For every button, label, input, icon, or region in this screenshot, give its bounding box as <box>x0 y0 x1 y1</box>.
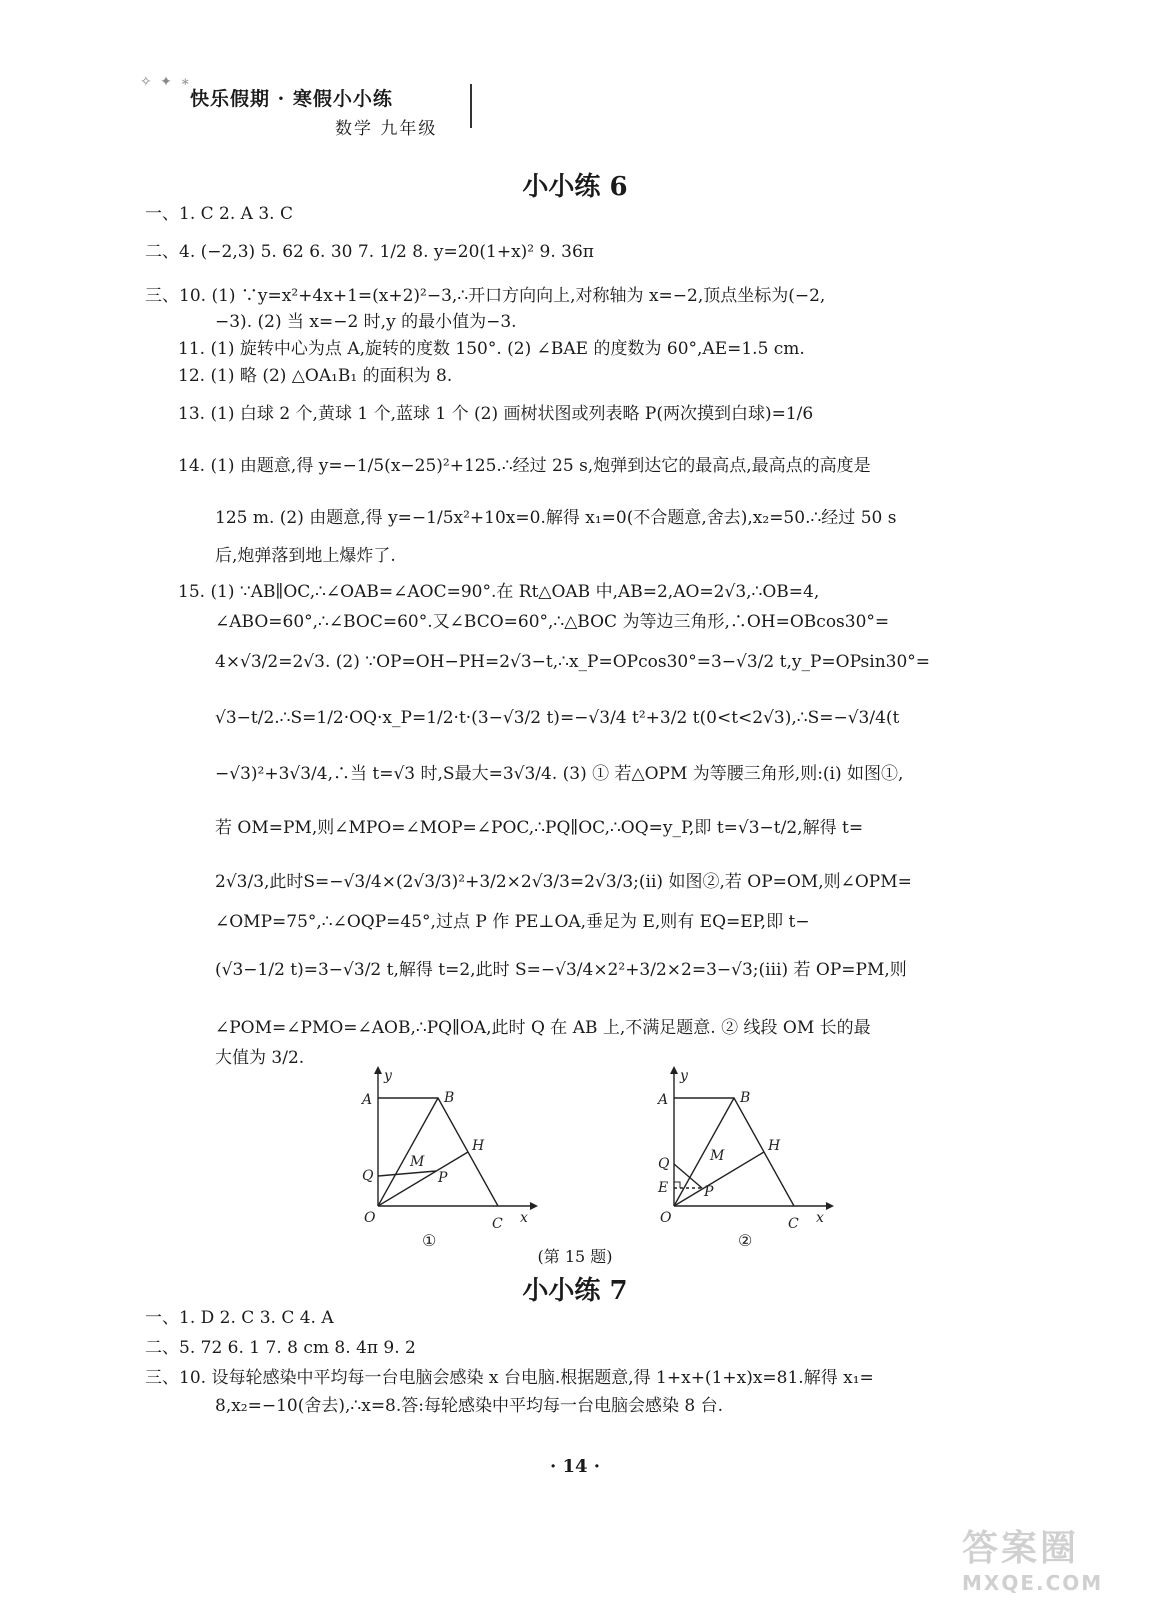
answer-line: 二、4. (−2,3) 5. 62 6. 30 7. 1/2 8. y=20(1+x)² 9. 36π <box>145 242 594 262</box>
section-7-title: 小小练 7 <box>522 1276 628 1306</box>
label-m: M <box>710 1148 725 1164</box>
label-x: x <box>816 1210 824 1226</box>
answer-line: 2√3/3,此时S=−√3/4×(2√3/3)²+3/2×2√3/3=2√3/3;(ii) 如图②,若 OP=OM,则∠OPM= <box>215 872 912 892</box>
answer-line: 15. (1) ∵AB∥OC,∴∠OAB=∠AOC=90°.在 Rt△OAB 中,AB=2,AO=2√3,∴OB=4, <box>178 582 820 602</box>
answer-line: (√3−1/2 t)=3−√3/2 t,解得 t=2,此时 S=−√3/4×2²+3/2×2=3−√3;(iii) 若 OP=PM,则 <box>215 960 907 980</box>
label-x: x <box>520 1210 528 1226</box>
page-number: · 14 · <box>549 1456 601 1477</box>
answer-line: 13. (1) 白球 2 个,黄球 1 个,蓝球 1 个 (2) 画树状图或列表略 P(两次摸到白球)=1/6 <box>178 404 814 424</box>
label-o: O <box>660 1210 672 1226</box>
segment-qp <box>378 1171 436 1176</box>
answer-line: 4×√3/2=2√3. (2) ∵OP=OH−PH=2√3−t,∴x_P=OPcos30°=3−√3/2 t,y_P=OPsin30°= <box>215 652 931 672</box>
grade-label: 数学 九年级 <box>335 119 438 139</box>
figure-1-label: ① <box>422 1231 437 1250</box>
label-h: H <box>472 1138 485 1154</box>
answer-line: 大值为 3/2. <box>215 1048 305 1068</box>
answer-line: ∠ABO=60°,∴∠BOC=60°.又∠BCO=60°,∴△BOC 为等边三角形,∴OH=OBcos30°= <box>215 612 890 632</box>
label-c: C <box>788 1216 799 1232</box>
label-b: B <box>444 1090 455 1106</box>
segment-qp <box>674 1164 702 1188</box>
label-m: M <box>410 1154 425 1170</box>
answer-line: 11. (1) 旋转中心为点 A,旋转的度数 150°. (2) ∠BAE 的度数为 60°,AE=1.5 cm. <box>178 339 805 359</box>
label-q: Q <box>658 1156 670 1172</box>
y-arrow <box>374 1066 382 1074</box>
answer-line: −√3)²+3√3/4,∴当 t=√3 时,S最大=3√3/4. (3) ① 若△OPM 为等腰三角形,则:(i) 如图①, <box>215 764 904 784</box>
x-arrow <box>530 1202 538 1210</box>
answer-line: ∠POM=∠PMO=∠AOB,∴PQ∥OA,此时 Q 在 AB 上,不满足题意. ② 线段 OM 长的最 <box>215 1018 871 1038</box>
answer-line: ∠OMP=75°,∴∠OQP=45°,过点 P 作 PE⊥OA,垂足为 E,则有 EQ=EP,即 t− <box>215 912 810 932</box>
answer-line: 12. (1) 略 (2) △OA₁B₁ 的面积为 8. <box>178 366 453 386</box>
running-header <box>140 70 490 139</box>
figure-1 <box>360 1066 540 1251</box>
figure-caption: (第 15 题) <box>537 1247 613 1266</box>
label-p: P <box>438 1170 448 1186</box>
watermark <box>962 1520 1103 1595</box>
stars-decoration: ✧ ✦ ∗ <box>140 74 192 90</box>
label-h: H <box>768 1138 781 1154</box>
watermark-url: MXQE.COM <box>962 1571 1104 1595</box>
label-a: A <box>658 1092 669 1108</box>
header-rule <box>470 84 472 128</box>
answer-line: 后,炮弹落到地上爆炸了. <box>215 546 396 566</box>
label-c: C <box>492 1216 503 1232</box>
right-angle-mark <box>674 1182 680 1188</box>
answer-line: 一、1. D 2. C 3. C 4. A <box>145 1308 334 1328</box>
segment-ob <box>378 1098 438 1206</box>
answer-line: 8,x₂=−10(舍去),∴x=8.答:每轮感染中平均每一台电脑会感染 8 台. <box>215 1396 724 1416</box>
answer-line: 二、5. 72 6. 1 7. 8 cm 8. 4π 9. 2 <box>145 1338 416 1358</box>
figure-2 <box>656 1066 836 1251</box>
x-arrow <box>826 1202 834 1210</box>
label-e: E <box>658 1180 669 1196</box>
answer-line: 14. (1) 由题意,得 y=−1/5(x−25)²+125.∴经过 25 s,炮弹到达它的最高点,最高点的高度是 <box>178 456 871 476</box>
label-p: P <box>704 1184 714 1200</box>
label-b: B <box>740 1090 751 1106</box>
label-q: Q <box>362 1168 374 1184</box>
answer-line: 三、10. 设每轮感染中平均每一台电脑会感染 x 台电脑.根据题意,得 1+x+(1+x)x=81.解得 x₁= <box>145 1368 874 1388</box>
answer-line: 若 OM=PM,则∠MPO=∠MOP=∠POC,∴PQ∥OC,∴OQ=y_P,即 t=√3−t/2,解得 t= <box>215 818 864 838</box>
y-arrow <box>670 1066 678 1074</box>
answer-line: √3−t/2.∴S=1/2·OQ·x_P=1/2·t·(3−√3/2 t)=−√3/4 t²+3/2 t(0<t<2√3),∴S=−√3/4(t <box>215 708 900 728</box>
answer-line: 一、1. C 2. A 3. C <box>145 204 293 224</box>
answer-line: 125 m. (2) 由题意,得 y=−1/5x²+10x=0.解得 x₁=0(不合题意,舍去),x₂=50.∴经过 50 s <box>215 508 897 528</box>
answer-line: −3). (2) 当 x=−2 时,y 的最小值为−3. <box>215 312 517 332</box>
section-6-title: 小小练 6 <box>522 172 628 202</box>
figure-15 <box>360 1066 840 1256</box>
figure-2-label: ② <box>738 1231 753 1250</box>
label-y: y <box>680 1068 688 1084</box>
label-a: A <box>362 1092 373 1108</box>
label-y: y <box>384 1068 392 1084</box>
answer-line: 三、10. (1) ∵y=x²+4x+1=(x+2)²−3,∴开口方向向上,对称轴为 x=−2,顶点坐标为(−2, <box>145 286 826 306</box>
label-o: O <box>364 1210 376 1226</box>
series-title: 快乐假期 · 寒假小小练 <box>190 88 393 110</box>
watermark-brand: 答案圈 <box>962 1528 1080 1569</box>
